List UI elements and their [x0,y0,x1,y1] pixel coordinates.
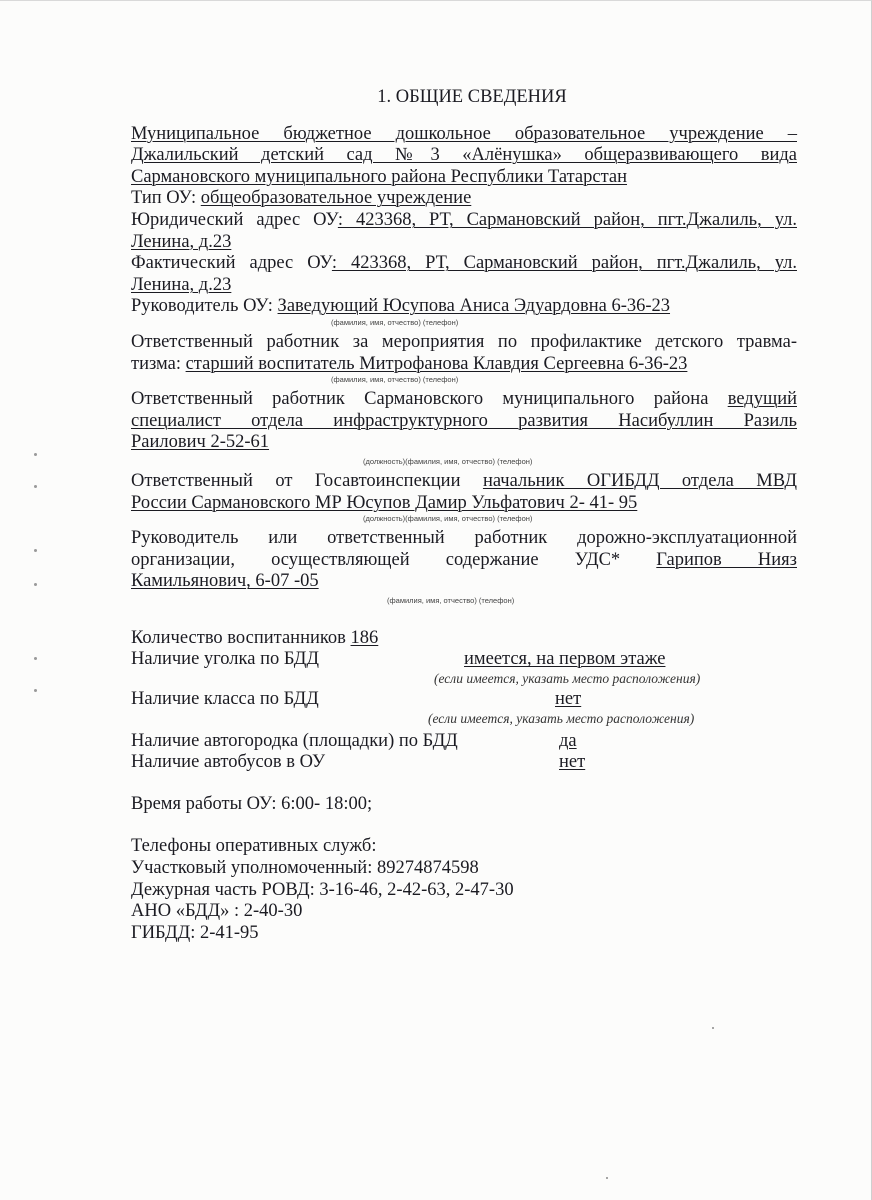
corner-row [131,649,797,671]
road-responsible-label: организации, осуществляющей содержание УДС* [131,549,657,570]
corner-caption: (если имеется, указать место расположения) [434,671,701,687]
actual-address-label: Фактический адрес ОУ [131,253,332,274]
class-value: нет [555,689,582,710]
legal-address [131,210,797,232]
phone-item: АНО «БДД» : 2-40-30 [131,901,303,922]
scan-speck [712,1027,714,1029]
corner-value: имеется, на первом этаже [464,649,666,670]
org-type-value: общеобразовательное учреждение [200,188,472,209]
org-name-line: Джалильский детский сад №3 «Алёнушка» общеразвивающего вида [131,145,797,166]
gai-responsible [131,471,797,493]
legal-address-label: Юридический адрес ОУ [131,209,338,230]
injury-responsible [131,354,797,376]
phone-item: Участковый уполномоченный: 89274874598 [131,858,479,879]
road-responsible-caption: (фамилия, имя, отчество) (телефон) [387,595,515,605]
injury-responsible-caption: (фамилия, имя, отчество) (телефон) [331,375,459,385]
class-caption: (если имеется, указать место расположения) [428,710,695,726]
gai-responsible-line2-wrap [131,493,797,515]
org-name-line: Муниципальное бюджетное дошкольное образовательное учреждение – [131,123,797,144]
phone-item: ГИБДД: 2-41-95 [131,922,259,943]
actual-address-line2: Ленина, д.23 [131,274,232,295]
buses-label: Наличие автобусов в ОУ [131,752,326,773]
corner-label: Наличие уголка по БДД [131,649,319,670]
pupils-count [131,628,797,650]
document-body [131,87,797,944]
scan-speck [34,657,37,660]
actual-address [131,253,797,275]
scan-speck [34,485,37,488]
org-type-label: Тип ОУ: [131,188,201,209]
district-responsible-line2: специалист отдела инфраструктурного развития Насибуллин Разиль [131,410,797,431]
legal-address-line2: Ленина, д.23 [131,231,232,252]
gai-responsible-value: начальник ОГИБДД отдела МВД [482,470,798,491]
district-responsible [131,389,797,411]
head-label: Руководитель ОУ: [131,296,278,317]
page-title: 1. ОБЩИЕ СВЕДЕНИЯ [377,87,567,107]
scan-speck [606,1177,608,1179]
org-type [131,188,797,210]
org-name-line: Сармановского муниципального района Республики Татарстан [131,166,628,187]
head-value: Заведующий Юсупова Аниса Эдуардовна 6-36-23 [277,296,671,317]
legal-address-value: : 423368, РТ, Сармановский район, пгт.Джалиль, ул. [337,209,797,230]
scan-speck [34,689,37,692]
buses-value: нет [559,752,586,773]
district-responsible-caption: (должность)(фамилия, имя, отчество) (телефон) [363,456,533,466]
district-responsible-line3-wrap [131,432,797,454]
actual-address-value: : 423368, РТ, Сармановский район, пгт.Джалиль, ул. [331,253,797,274]
road-responsible-line1: Руководитель или ответственный работник дорожно-эксплуатационной [131,528,797,549]
class-label: Наличие класса по БДД [131,689,319,710]
scan-speck [34,583,37,586]
scan-speck [34,549,37,552]
autotown-label: Наличие автогородка (площадки) по БДД [131,730,458,751]
autotown-row [131,731,797,753]
district-responsible-line3: Раилович 2-52-61 [131,432,270,453]
buses-row [131,752,797,774]
gai-responsible-label: Ответственный от Госавтоинспекции [131,470,483,491]
injury-responsible-line1: Ответственный работник за мероприятия по профилактике детского травма- [131,331,797,352]
phones-heading: Телефоны оперативных служб: [131,836,377,857]
road-responsible-line3-wrap [131,571,797,593]
district-responsible-value: ведущий [727,389,797,410]
road-responsible [131,550,797,572]
pupils-value: 186 [350,627,379,648]
scan-speck [34,453,37,456]
gai-responsible-line2: России Сармановского МР Юсупов Дамир Ульфатович 2- 41- 95 [131,492,638,513]
road-responsible-line3: Камильянович, 6-07 -05 [131,571,319,592]
injury-responsible-label: тизма: [131,353,186,374]
head-caption: (фамилия, имя, отчество) (телефон) [331,317,459,327]
autotown-value: да [559,730,577,751]
gai-responsible-caption: (должность)(фамилия, имя, отчество) (телефон) [363,514,533,524]
pupils-label: Количество воспитанников [131,627,351,648]
road-responsible-value: Гарипов Нияз [656,549,797,570]
class-row [131,689,797,711]
phone-item: Дежурная часть РОВД: 3-16-46, 2-42-63, 2-47-30 [131,879,514,900]
head-of-org [131,296,797,318]
injury-responsible-value: старший воспитатель Митрофанова Клавдия Сергеевна 6-36-23 [185,353,688,374]
work-time: Время работы ОУ: 6:00- 18:00; [131,793,373,814]
district-responsible-label: Ответственный работник Сармановского муниципального района [131,389,728,410]
